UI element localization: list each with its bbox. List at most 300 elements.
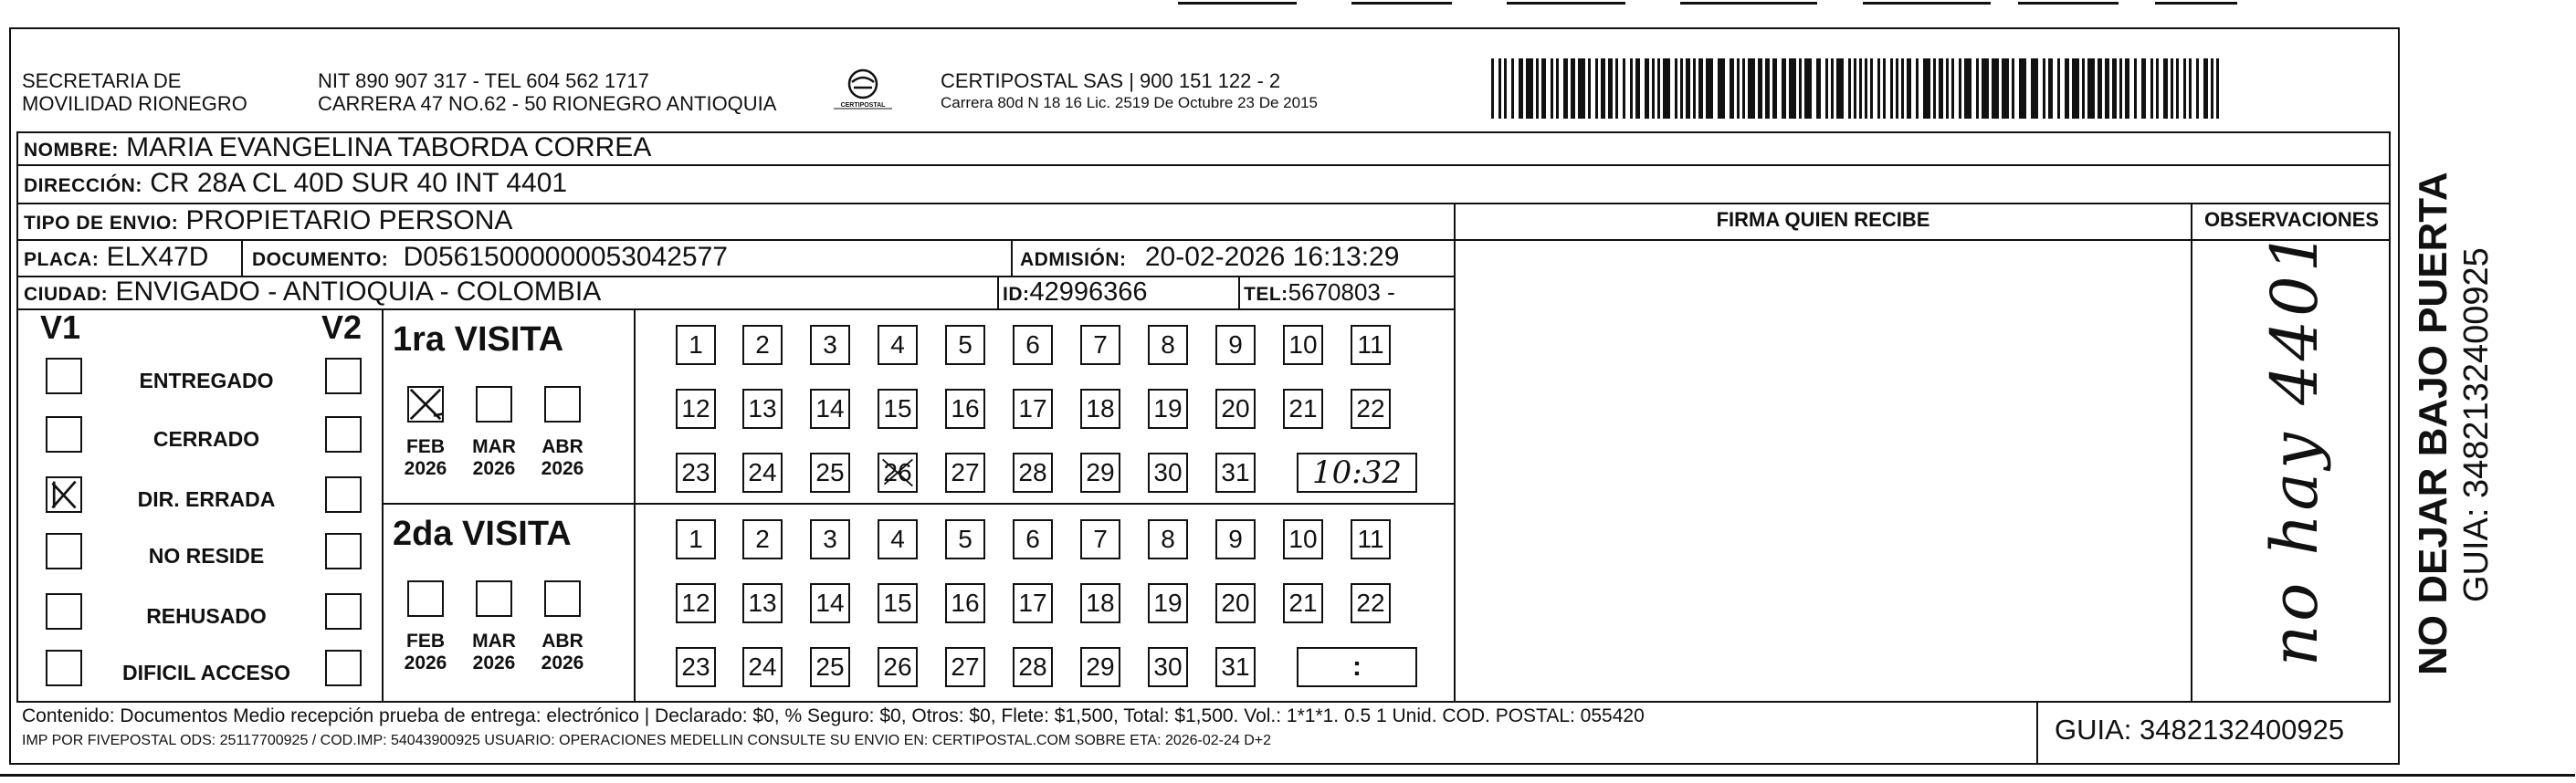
barcode-bar [1976, 58, 1979, 119]
day-box[interactable] [945, 389, 985, 429]
barcode-bar [1831, 58, 1834, 119]
barcode-bar [1730, 58, 1734, 119]
side-guia: GUIA: 3482132400925 [2457, 247, 2496, 602]
barcode-bar [1848, 58, 1851, 119]
day-box[interactable] [1148, 647, 1188, 687]
entity-name [22, 69, 247, 115]
day-box[interactable] [878, 389, 918, 429]
barcode-bar [1951, 58, 1954, 119]
barcode-bar [1799, 58, 1802, 119]
admision-field [1020, 242, 1399, 276]
day-box[interactable] [1080, 389, 1120, 429]
courier-info [941, 69, 1318, 114]
day-number: 30 [1153, 458, 1183, 486]
v2-checkbox[interactable] [325, 476, 362, 513]
day-box[interactable] [676, 583, 716, 623]
day-box[interactable] [1215, 647, 1256, 687]
visit-time: 10:32 [1312, 454, 1402, 491]
day-box[interactable] [1351, 389, 1391, 429]
barcode-bar [2125, 58, 2129, 119]
month-year: 2026 [404, 458, 447, 479]
barcode-bar [2211, 58, 2213, 119]
tel-field [1244, 277, 1395, 310]
day-box[interactable] [1013, 647, 1053, 687]
day-box[interactable] [1215, 453, 1256, 493]
day-number: 24 [748, 458, 777, 486]
tipo-label: TIPO DE ENVIO: [24, 213, 179, 234]
scan-line [2018, 2, 2119, 5]
barcode-bar [1645, 58, 1649, 119]
col-line [1238, 276, 1240, 308]
scan-line [1178, 2, 1297, 5]
barcode-bar [2057, 58, 2060, 119]
barcode-bar [1859, 58, 1862, 119]
day-number: 16 [951, 394, 980, 423]
day-number: 15 [883, 589, 912, 617]
visit-title: 1ra VISITA [393, 320, 564, 359]
day-box[interactable] [1215, 583, 1256, 623]
month-name: MAR [472, 631, 516, 652]
barcode-bar [1536, 58, 1539, 119]
day-number: 27 [951, 652, 980, 681]
day-number: 3 [823, 330, 837, 359]
barcode-bar [1601, 58, 1605, 119]
day-number: 7 [1093, 525, 1108, 553]
day-box[interactable] [1215, 389, 1256, 429]
month-name: MAR [472, 436, 516, 457]
day-box[interactable] [810, 325, 850, 365]
col-line [634, 308, 636, 703]
barcode-bar [1680, 58, 1683, 119]
barcode-bar [1498, 58, 1501, 119]
v1-header: V1 [40, 308, 81, 346]
barcode-bar [1825, 58, 1828, 119]
barcode-bar [1571, 58, 1575, 119]
scan-line [2155, 2, 2237, 5]
tel-label: TEL: [1244, 284, 1288, 305]
day-number: 15 [883, 394, 912, 423]
day-box[interactable] [1148, 325, 1188, 365]
day-number: 6 [1025, 330, 1040, 359]
barcode-bar [2196, 58, 2199, 119]
day-box[interactable] [1013, 389, 1053, 429]
barcode-bar [2043, 58, 2045, 119]
nit-line: NIT 890 907 317 - TEL 604 562 1717 [318, 69, 649, 92]
entity-line1: SECRETARIA DE [22, 69, 182, 92]
day-number: 6 [1025, 525, 1040, 553]
day-number: 22 [1356, 394, 1385, 423]
col-line [1011, 239, 1013, 276]
day-box[interactable] [1283, 389, 1323, 429]
day-box[interactable] [1080, 519, 1120, 559]
barcode-bar [1758, 58, 1762, 119]
col-line [382, 308, 384, 703]
v2-checkbox[interactable] [325, 416, 362, 453]
day-box[interactable] [810, 647, 850, 687]
courier-line1: CERTIPOSTAL SAS | 900 151 122 - 2 [941, 69, 1281, 92]
barcode-bar [1698, 58, 1703, 119]
day-box[interactable] [1013, 453, 1053, 493]
day-box[interactable] [878, 453, 918, 493]
day-number: 10 [1288, 330, 1318, 359]
scan-line [1680, 2, 1817, 5]
barcode-bar [1748, 58, 1755, 119]
barcode-bar [1718, 58, 1725, 119]
day-box[interactable] [1283, 519, 1323, 559]
barcode-bar [1578, 58, 1585, 119]
ciudad-field [24, 277, 601, 310]
day-number: 31 [1221, 458, 1250, 486]
placa-value: ELX47D [106, 242, 209, 272]
day-box[interactable] [1080, 647, 1120, 687]
footer-content-line: Contenido: Documentos Medio recepción prueba de entrega: electrónico | Declarado: $0, % Seguro: $0, Otros: $0, Flete: $1,500, Total: $1,500. Vol.: 1*1*1. 0.5 1 Unid. COD. POSTAL: 055420 [22, 705, 1645, 726]
day-box[interactable] [1148, 583, 1188, 623]
day-box[interactable] [1148, 519, 1188, 559]
scan-line [1351, 2, 1452, 5]
barcode-bar [2072, 58, 2079, 119]
status-label: CERRADO [152, 427, 260, 451]
month-year: 2026 [404, 652, 447, 673]
month-label [394, 631, 457, 674]
direccion-label: DIRECCIÓN: [24, 175, 142, 196]
v1-checkbox[interactable] [46, 476, 82, 513]
barcode-bar [2163, 58, 2168, 119]
day-number: 20 [1221, 394, 1250, 423]
day-box[interactable] [742, 519, 783, 559]
observation-handwritten: no hay 4401 [2257, 227, 2332, 666]
barcode [1491, 58, 2222, 119]
day-box[interactable] [1215, 519, 1256, 559]
barcode-bar [1663, 58, 1670, 119]
firma-header: FIRMA QUIEN RECIBE [1716, 208, 1930, 231]
day-box[interactable] [676, 389, 716, 429]
status-label: DIFICIL ACCESO [121, 661, 290, 684]
month-name: ABR [541, 631, 584, 652]
scan-line [0, 774, 2575, 777]
day-number: 25 [815, 458, 845, 486]
day-box[interactable] [878, 519, 918, 559]
month-label [462, 436, 526, 480]
day-box[interactable] [945, 325, 985, 365]
day-box[interactable] [878, 647, 918, 687]
barcode-bar [2019, 58, 2026, 119]
month-label [531, 631, 594, 674]
visit-time-box[interactable] [1297, 453, 1417, 493]
barcode-bar [1742, 58, 1745, 119]
barcode-bar [2098, 58, 2102, 119]
barcode-bar [1563, 58, 1568, 119]
barcode-bar [1551, 58, 1553, 119]
day-number: 4 [890, 330, 905, 359]
day-box[interactable] [1283, 325, 1323, 365]
barcode-bar [2012, 58, 2014, 119]
logo-text: CERTIPOSTAL [840, 102, 886, 109]
day-box[interactable] [1148, 389, 1188, 429]
day-box[interactable] [810, 453, 850, 493]
status-label: NO RESIDE [148, 544, 265, 568]
month-name: FEB [406, 631, 445, 652]
day-box[interactable] [742, 647, 783, 687]
day-box[interactable] [1351, 325, 1391, 365]
barcode-bar [1635, 58, 1640, 119]
documento-label: DOCUMENTO: [252, 249, 389, 270]
logo-icon [826, 66, 899, 120]
barcode-bar [1982, 58, 1989, 119]
barcode-bar [1896, 58, 1898, 119]
day-number: 18 [1086, 589, 1115, 617]
day-cross-icon [879, 454, 916, 491]
barcode-bar [1693, 58, 1696, 119]
day-number: 14 [815, 589, 845, 617]
barcode-bar [1890, 58, 1893, 119]
day-number: 3 [823, 525, 837, 553]
day-number: 17 [1018, 394, 1047, 423]
placa-label: PLACA: [24, 249, 100, 270]
day-box[interactable] [810, 583, 850, 623]
day-box[interactable] [1013, 325, 1053, 365]
visit-time: : [1352, 652, 1362, 682]
barcode-bar [1959, 58, 1961, 119]
barcode-bar [1623, 58, 1625, 119]
barcode-bar [1526, 58, 1533, 119]
nombre-value: MARIA EVANGELINA TABORDA CORREA [126, 132, 652, 162]
day-number: 2 [755, 525, 770, 553]
barcode-bar [2156, 58, 2159, 119]
day-number: 11 [1357, 330, 1384, 359]
v1-checkbox[interactable] [46, 358, 82, 394]
barcode-bar [2105, 58, 2109, 119]
barcode-bar [1652, 58, 1655, 119]
day-number: 29 [1086, 458, 1115, 486]
day-number: 21 [1288, 589, 1318, 617]
v2-checkbox[interactable] [325, 593, 362, 630]
day-number: 9 [1228, 525, 1243, 553]
barcode-bar [1789, 58, 1796, 119]
barcode-bar [1772, 58, 1777, 119]
day-number: 7 [1093, 330, 1108, 359]
day-number: 26 [883, 458, 912, 486]
day-number: 23 [681, 652, 710, 681]
documento-value: D05615000000053042577 [403, 242, 728, 272]
month-checkbox[interactable] [407, 386, 444, 423]
day-number: 12 [681, 394, 710, 423]
day-box[interactable] [1215, 325, 1256, 365]
courier-line2: Carrera 80d N 18 16 Lic. 2519 De Octubre 23 De 2015 [941, 94, 1318, 111]
barcode-bar [1615, 58, 1618, 119]
day-number: 25 [815, 652, 845, 681]
day-box[interactable] [810, 519, 850, 559]
barcode-bar [1964, 58, 1971, 119]
tipo-value: PROPIETARIO PERSONA [185, 205, 513, 235]
scan-line [1863, 2, 1991, 5]
day-number: 21 [1288, 394, 1318, 423]
month-checkbox[interactable] [407, 580, 444, 617]
day-number: 17 [1018, 589, 1047, 617]
day-box[interactable] [945, 583, 985, 623]
day-number: 1 [689, 525, 703, 553]
day-box[interactable] [1080, 583, 1120, 623]
day-number: 23 [681, 458, 710, 486]
barcode-bar [2031, 58, 2038, 119]
barcode-bar [1630, 58, 1633, 119]
day-number: 16 [951, 589, 980, 617]
observaciones-header: OBSERVACIONES [2203, 208, 2380, 231]
barcode-bar [1939, 58, 1943, 119]
col-line [2191, 203, 2192, 703]
barcode-bar [1907, 58, 1911, 119]
barcode-bar [1992, 58, 1999, 119]
day-box[interactable] [1351, 519, 1391, 559]
day-number: 30 [1153, 652, 1183, 681]
day-box[interactable] [1080, 453, 1120, 493]
day-box[interactable] [676, 325, 716, 365]
day-box[interactable] [676, 519, 716, 559]
day-number: 22 [1356, 589, 1385, 617]
v2-checkbox[interactable] [325, 533, 362, 569]
barcode-bar [1865, 58, 1867, 119]
barcode-bar [2216, 58, 2219, 119]
day-number: 24 [748, 652, 777, 681]
v2-checkbox[interactable] [325, 358, 362, 394]
day-number: 12 [681, 589, 710, 617]
barcode-bar [1836, 58, 1844, 119]
v1-checkbox[interactable] [46, 416, 82, 453]
barcode-bar [2150, 58, 2153, 119]
barcode-bar [2183, 58, 2186, 119]
day-box[interactable] [742, 583, 783, 623]
day-box[interactable] [945, 453, 985, 493]
barcode-bar [1588, 58, 1591, 119]
side-warning: NO DEJAR BAJO PUERTA [2411, 172, 2455, 675]
id-value: 42996366 [1029, 277, 1148, 307]
status-label: REHUSADO [146, 604, 267, 628]
barcode-bar [1491, 58, 1494, 119]
day-box[interactable] [1013, 583, 1053, 623]
day-number: 11 [1357, 525, 1384, 553]
barcode-bar [2134, 58, 2137, 119]
barcode-bar [2112, 58, 2117, 119]
day-number: 18 [1086, 394, 1115, 423]
barcode-bar [1816, 58, 1821, 119]
barcode-bar [2119, 58, 2122, 119]
barcode-bar [1804, 58, 1812, 119]
visit-time-box[interactable] [1297, 647, 1417, 687]
visit-title: 2da VISITA [393, 515, 572, 553]
day-box[interactable] [1013, 519, 1053, 559]
day-box[interactable] [810, 389, 850, 429]
day-box[interactable] [1080, 325, 1120, 365]
check-x-icon [47, 478, 80, 511]
day-box[interactable] [676, 647, 716, 687]
month-checkbox[interactable] [476, 386, 512, 423]
day-box[interactable] [742, 325, 783, 365]
v1-checkbox[interactable] [46, 650, 82, 686]
day-number: 27 [951, 458, 980, 486]
nombre-label: NOMBRE: [24, 140, 119, 161]
barcode-bar [1946, 58, 1949, 119]
admision-label: ADMISIÓN: [1020, 249, 1127, 270]
barcode-bar [1933, 58, 1936, 119]
month-year: 2026 [472, 458, 516, 479]
status-label: ENTREGADO [139, 369, 274, 392]
barcode-bar [1883, 58, 1886, 119]
barcode-bar [1595, 58, 1598, 119]
barcode-bar [1556, 58, 1559, 119]
day-number: 31 [1221, 652, 1250, 681]
barcode-bar [1877, 58, 1880, 119]
day-box[interactable] [1351, 583, 1391, 623]
day-number: 26 [883, 652, 912, 681]
day-box[interactable] [878, 325, 918, 365]
barcode-bar [2176, 58, 2179, 119]
day-number: 19 [1153, 589, 1183, 617]
month-name: FEB [406, 436, 445, 457]
month-checkbox[interactable] [476, 580, 512, 617]
barcode-bar [2048, 58, 2053, 119]
v1-checkbox[interactable] [46, 533, 82, 569]
month-label [462, 631, 526, 674]
direccion-value: CR 28A CL 40D SUR 40 INT 4401 [150, 168, 568, 198]
barcode-bar [1854, 58, 1856, 119]
day-box[interactable] [676, 453, 716, 493]
barcode-bar [1782, 58, 1786, 119]
scan-line [1507, 2, 1625, 5]
footer-guia: GUIA: 3482132400925 [2055, 714, 2345, 746]
month-checkbox[interactable] [544, 386, 581, 423]
barcode-bar [2082, 58, 2085, 119]
admision-value: 20-02-2026 16:13:29 [1144, 242, 1400, 272]
month-checkbox[interactable] [544, 580, 581, 617]
day-box[interactable] [945, 519, 985, 559]
month-label [531, 436, 594, 480]
barcode-bar [1675, 58, 1677, 119]
v1-checkbox[interactable] [46, 593, 82, 630]
day-number: 9 [1228, 330, 1243, 359]
barcode-bar [1519, 58, 1523, 119]
day-number: 10 [1288, 525, 1318, 553]
barcode-bar [1901, 58, 1904, 119]
status-label: DIR. ERRADA [137, 487, 276, 511]
barcode-bar [1923, 58, 1930, 119]
day-box[interactable] [945, 647, 985, 687]
barcode-bar [1511, 58, 1514, 119]
id-field [1003, 277, 1148, 310]
month-year: 2026 [541, 652, 584, 673]
barcode-bar [1686, 58, 1690, 119]
v2-checkbox[interactable] [325, 650, 362, 686]
day-box[interactable] [742, 453, 783, 493]
day-number: 5 [958, 330, 973, 359]
ciudad-label: CIUDAD: [24, 284, 109, 305]
barcode-bar [1870, 58, 1873, 119]
barcode-bar [1657, 58, 1660, 119]
barcode-bar [1737, 58, 1740, 119]
col-line [241, 239, 243, 276]
col-line [997, 276, 999, 308]
day-number: 8 [1161, 525, 1175, 553]
placa-field [24, 242, 208, 276]
day-number: 1 [689, 330, 703, 359]
address-line: CARRERA 47 NO.62 - 50 RIONEGRO ANTIOQUIA [318, 92, 777, 115]
day-box[interactable] [1148, 453, 1188, 493]
day-box[interactable] [742, 389, 783, 429]
barcode-bar [2203, 58, 2208, 119]
barcode-bar [2087, 58, 2095, 119]
day-box[interactable] [878, 583, 918, 623]
day-box[interactable] [1283, 583, 1323, 623]
check-x-icon [409, 388, 442, 421]
v2-header: V2 [321, 308, 363, 346]
